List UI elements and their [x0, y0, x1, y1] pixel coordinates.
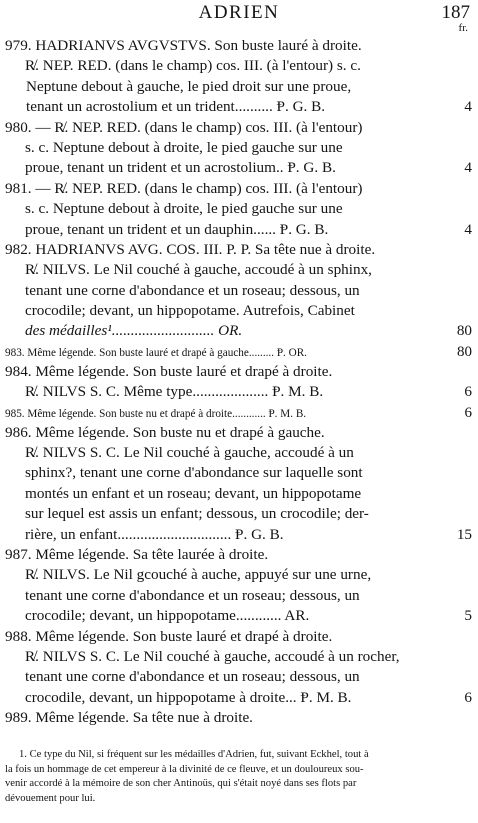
catalogue-line: [5, 484, 472, 504]
line-text: s. c. Neptune debout à droite, le pied gauche sur une: [25, 138, 343, 156]
line-text: 989. Même légende. Sa tête nue à droite.: [5, 709, 253, 727]
catalogue-line: [5, 321, 472, 341]
line-text: crocodile, devant, un hippopotame à droite... Ᵽ. M. B.: [25, 688, 352, 706]
line-price: 4: [464, 220, 472, 238]
footnote-line: la fois un hommage de cet empereur à la divinité de ce fleuve, et un douloureux sou-: [5, 763, 364, 775]
line-text: montés un enfant et un roseau; devant, un hippopotame: [25, 484, 362, 502]
line-price: 6: [464, 383, 472, 401]
catalogue-line: [5, 525, 472, 545]
line-text: 987. Même légende. Sa tête laurée à droite.: [5, 545, 269, 563]
line-text: 986. Même légende. Son buste nu et drapé à gauche.: [5, 423, 325, 441]
catalogue-line: [5, 647, 472, 667]
catalogue-line: [5, 708, 472, 728]
line-price: 15: [456, 525, 472, 543]
line-text: R̸. NILVS S. C. Le Nil couché à gauche, accoudé à un rocher,: [25, 647, 400, 665]
line-text: 982. HADRIANVS AVG. COS. III. P. P. Sa tête nue à droite.: [5, 240, 376, 258]
line-text: sphinx?, tenant une corne d'abondance sur laquelle sont: [25, 464, 363, 482]
line-price: 80: [457, 343, 472, 360]
line-price: 5: [464, 607, 472, 625]
line-text: 984. Même légende. Son buste lauré et drapé à droite.: [5, 362, 333, 380]
line-text: tenant un acrostolium et un trident.......... Ᵽ. G. B.: [26, 98, 326, 116]
line-text: crocodile; devant, un hippopotame. Autrefois, Cabinet: [25, 302, 355, 320]
line-text: R̸. NILVS S. C. Même type.................... Ᵽ. M. B.: [25, 383, 324, 401]
line-text: R̸. NILVS S. C. Le Nil couché à gauche, accoudé à un: [25, 444, 354, 462]
catalogue-line: [5, 382, 472, 402]
line-text: 979. HADRIANVS AVGVSTVS. Son buste lauré à droite.: [5, 37, 362, 54]
line-text: R̸. NEP. RED. (dans le champ) cos. III. (à l'entour) s. c.: [25, 57, 361, 75]
line-text: R̸. NILVS. Le Nil couché à gauche, accoudé à un sphinx,: [25, 261, 372, 279]
line-text: R̸. NILVS. Le Nil gcouché à auche, appuyé sur une urne,: [25, 566, 372, 584]
catalogue-line: [5, 199, 472, 219]
page-number: 187: [441, 2, 470, 23]
catalogue-line: [5, 627, 472, 647]
catalogue-line: [5, 301, 472, 321]
footnote-line: dévouement pour lui.: [5, 792, 96, 804]
line-text: 988. Même légende. Son buste lauré et drapé à droite.: [5, 627, 333, 645]
catalogue-line: [5, 158, 472, 178]
line-text: proue, tenant un trident et un dauphin...... Ᵽ. G. B.: [25, 220, 329, 238]
line-price: 6: [464, 404, 472, 421]
line-text: 980. — R̸. NEP. RED. (dans le champ) cos. III. (à l'entour): [5, 118, 363, 136]
catalogue-line: [5, 403, 472, 423]
line-text: crocodile; devant, un hippopotame............ AR.: [25, 607, 310, 625]
catalogue-line: [5, 97, 472, 117]
catalogue-line: [5, 118, 472, 138]
catalogue-line: [5, 281, 472, 301]
footnote-line: venir accordé à la mémoire de son cher Antinoüs, qui s'était noyé dans ses flots par: [5, 778, 357, 789]
line-text: 981. — R̸. NEP. RED. (dans le champ) cos. III. (à l'entour): [5, 179, 363, 197]
line-text: tenant une corne d'abondance et un roseau; dessous, un: [25, 668, 360, 686]
catalogue-line: [5, 77, 472, 97]
catalogue-line: [5, 443, 472, 463]
catalogue-line: [5, 138, 472, 158]
line-price: 6: [464, 688, 472, 706]
footnote-line: 1. Ce type du Nil, si fréquent sur les médailles d'Adrien, fut, suivant Eckhel, tout à: [19, 749, 369, 760]
line-text: sur lequel est assis un enfant; dessous, un crocodile; der-: [25, 505, 369, 523]
catalogue-line: [5, 688, 472, 708]
catalogue-line: [5, 545, 472, 565]
footnote: [5, 748, 470, 806]
line-text: 985. Même légende. Son buste nu et drapé à droite............ Ᵽ. M. B.: [5, 407, 307, 420]
line-text: s. c. Neptune debout à droite, le pied gauche sur une: [25, 200, 343, 218]
line-text: proue, tenant un trident et un acrostolium.. Ᵽ. G. B.: [25, 159, 336, 177]
catalogue-line: [5, 36, 472, 56]
running-title: ADRIEN: [198, 2, 280, 23]
line-text: tenant une corne d'abondance et un roseau; dessous, un: [25, 281, 360, 299]
catalogue-line: [5, 342, 472, 362]
line-price: 80: [456, 322, 472, 340]
catalogue-line: [5, 179, 472, 199]
catalogue-line: [5, 504, 472, 524]
catalogue-line: [5, 260, 472, 280]
catalogue-line: [5, 362, 472, 382]
catalogue-line: [5, 240, 472, 260]
catalogue-line: [5, 423, 472, 443]
line-text: 983. Même légende. Son buste lauré et drapé à gauche......... Ᵽ. OR.: [5, 346, 307, 359]
catalogue-line: [5, 565, 472, 585]
catalogue-line: [5, 463, 472, 483]
catalogue-line: [5, 220, 472, 240]
line-text: des médailles¹........................... OR.: [25, 322, 243, 340]
catalogue-line: [5, 667, 472, 687]
catalogue-line: [5, 606, 472, 626]
line-text: rière, un enfant.............................. Ᵽ. G. B.: [25, 525, 284, 543]
currency-label: fr.: [458, 22, 468, 34]
line-text: Neptune debout à gauche, le pied droit sur une proue,: [26, 77, 352, 95]
catalogue-body: [5, 36, 472, 729]
line-text: tenant une corne d'abondance et un roseau; dessous, un: [25, 586, 360, 604]
line-price: 4: [464, 98, 472, 116]
catalogue-line: [5, 586, 472, 606]
catalogue-line: [5, 56, 472, 76]
line-price: 4: [464, 159, 472, 177]
